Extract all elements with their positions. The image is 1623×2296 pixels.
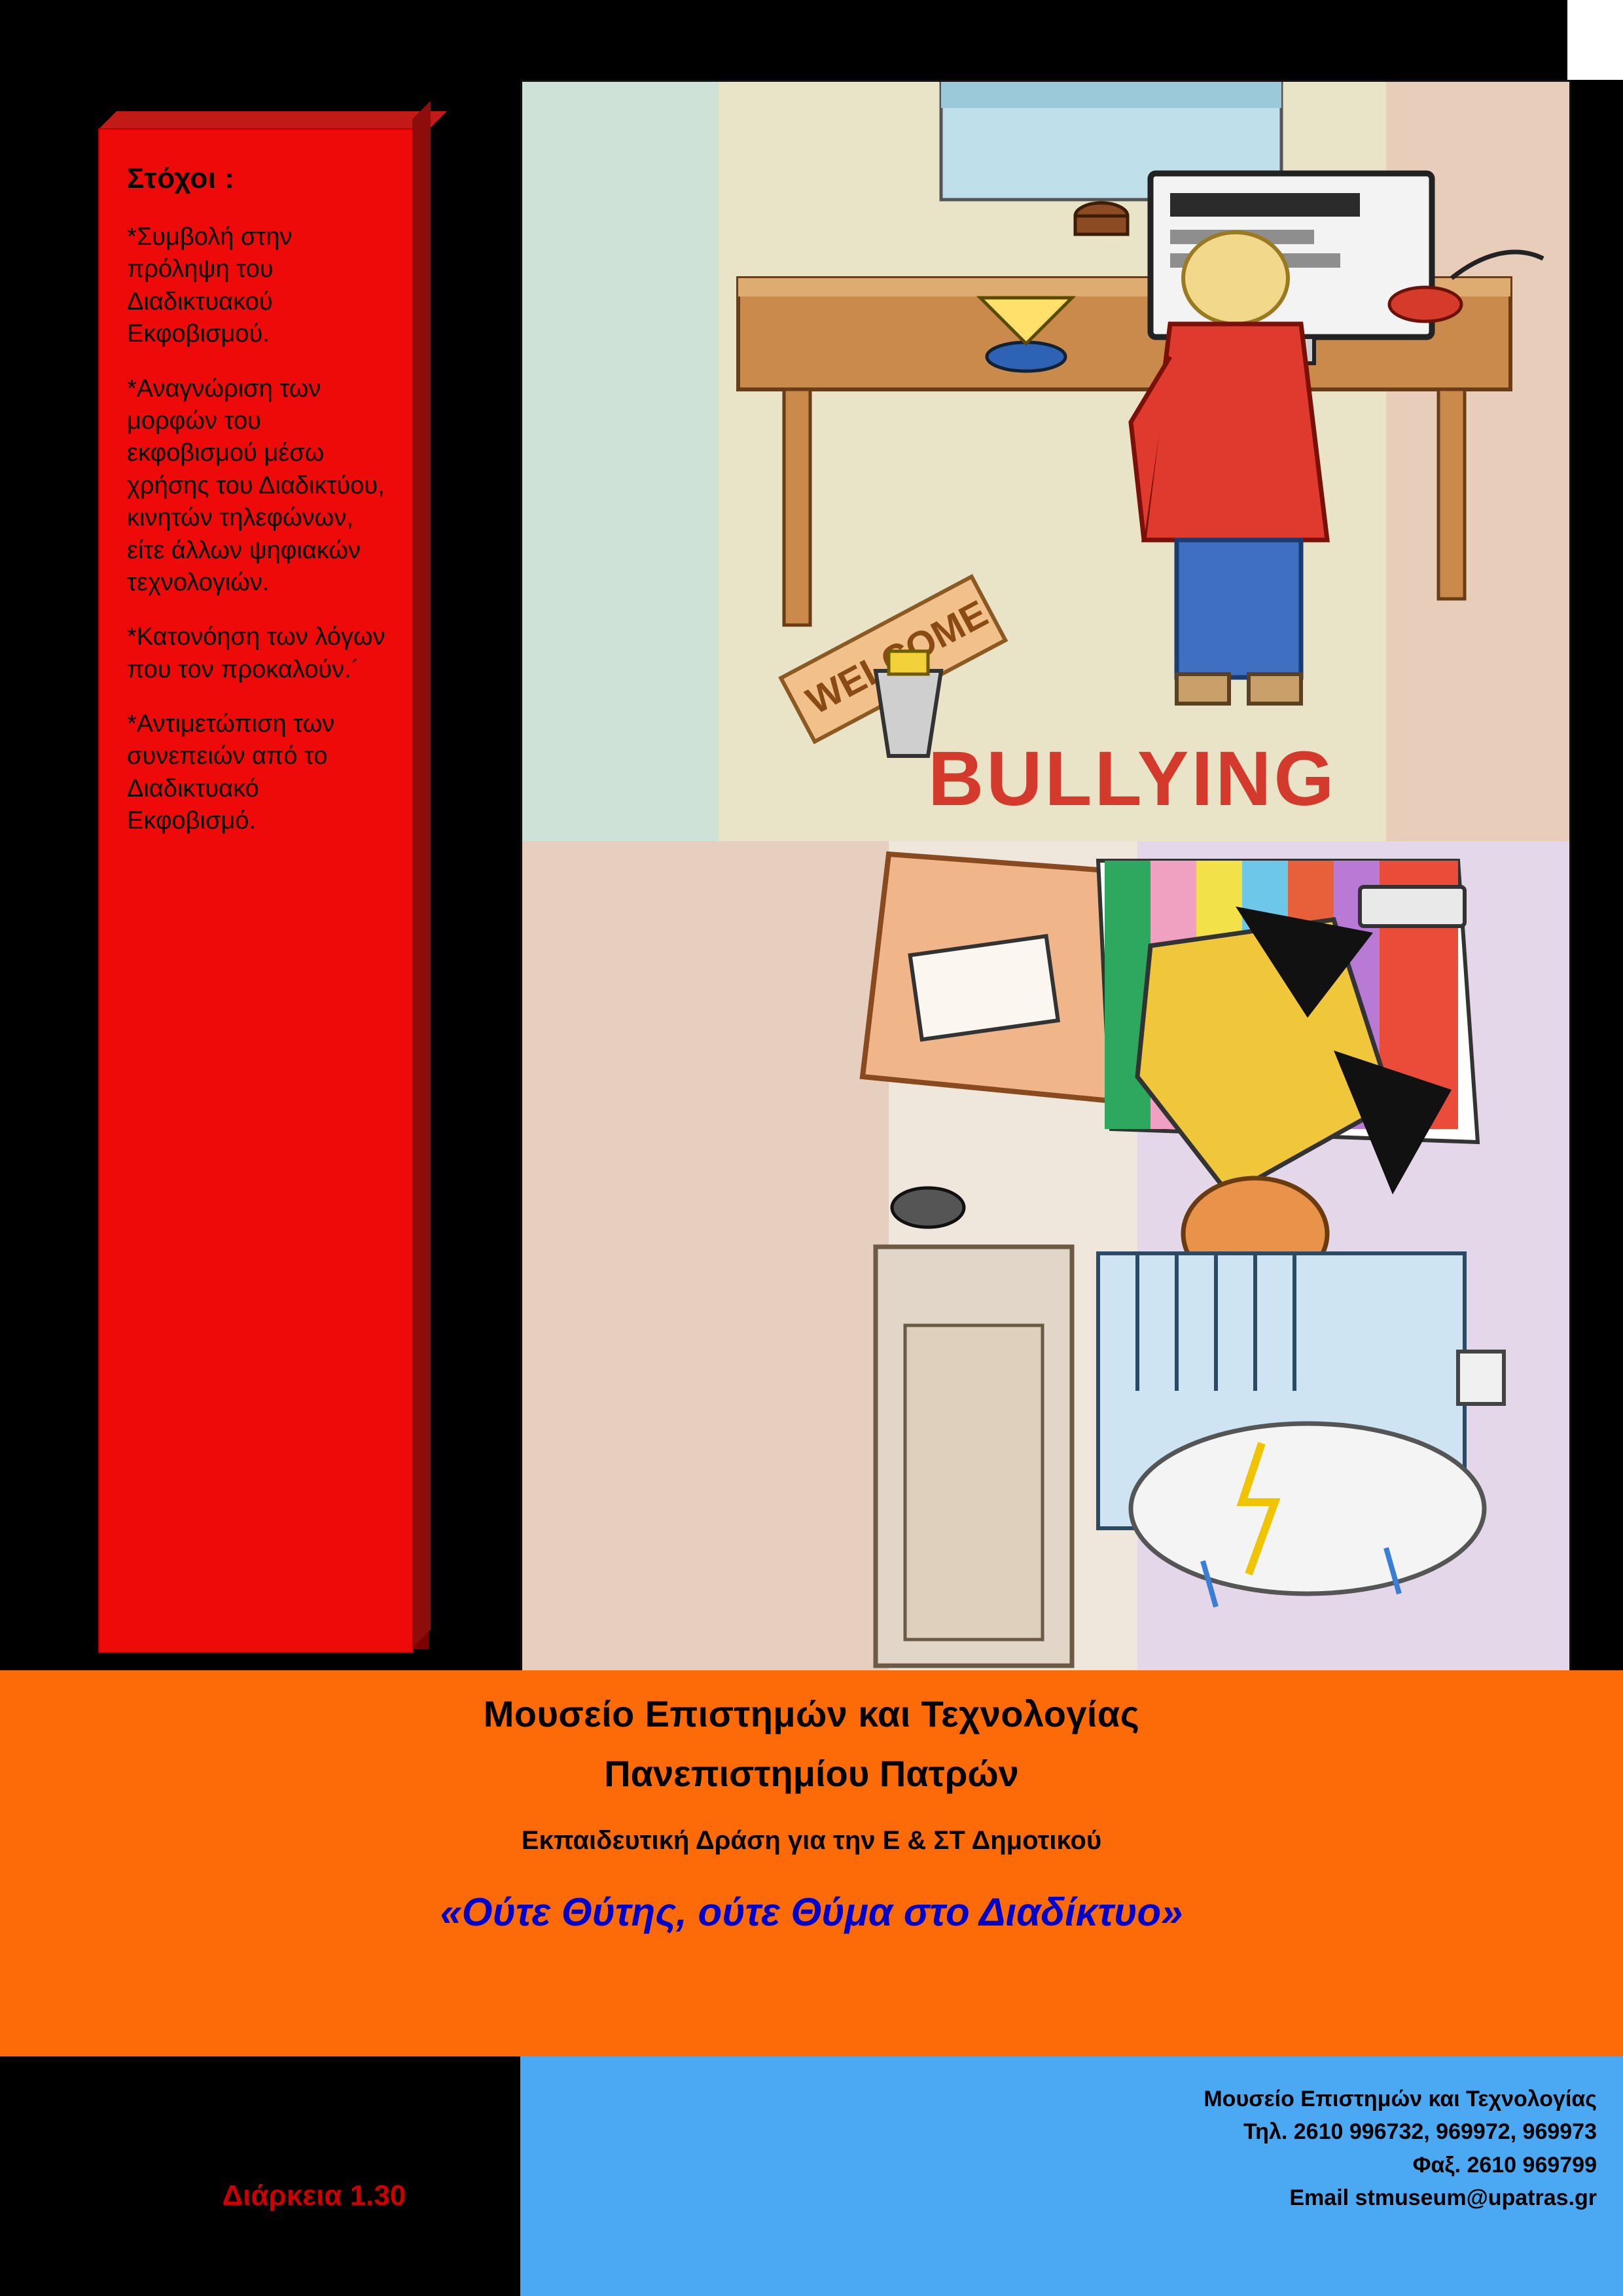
contact-line: Φαξ. 2610 969799 — [1412, 2152, 1597, 2178]
goals-item: *Κατονόηση των λόγων που τον προκαλούν.´ — [127, 623, 385, 683]
goals-title: Στόχοι : — [127, 162, 235, 194]
contact-line: Μουσείο Επιστημών και Τεχνολογίας — [1204, 2087, 1597, 2111]
contact-block — [550, 2083, 1597, 2214]
contact-line: Email stmuseum@upatras.gr — [1289, 2185, 1597, 2210]
artwork-drawing — [522, 82, 1569, 1672]
goals-box-side-bevel — [412, 101, 431, 1648]
orange-banner — [0, 1670, 1623, 2056]
goals-item: *Συμβολή στην πρόληψη του Διαδικτυακού Εκφοβισμού. — [127, 223, 293, 348]
goals-item: *Αναγνώριση των μορφών του εκφοβισμού μέσω χρήσης του Διαδικτύου, κινητών τηλεφώνων, είτε άλλων ψηφιακών τεχνολογιών. — [127, 374, 385, 596]
duration-label: Διάρκεια 1.30 — [222, 2179, 406, 2212]
svg-text:BULLYING: BULLYING — [928, 736, 1337, 822]
museum-name-line2: Πανεπιστημίου Πατρών — [604, 1753, 1019, 1794]
goals-box-top-bevel — [98, 111, 447, 130]
top-right-white-strip — [1567, 0, 1623, 80]
museum-name-line1: Μουσείο Επιστημών και Τεχνολογίας — [483, 1693, 1140, 1734]
program-title: «Ούτε Θύτης, ούτε Θύμα στο Διαδίκτυο» — [440, 1890, 1183, 1934]
goals-item: *Αντιμετώπιση των συνεπειών από το Διαδικτυακό Εκφοβισμό. — [127, 710, 335, 835]
goals-box — [98, 128, 414, 1653]
program-subtitle: Εκπαιδευτική Δράση για την Ε & ΣΤ Δημοτικού — [521, 1826, 1102, 1855]
contact-line: Τηλ. 2610 996732, 969972, 969973 — [1243, 2119, 1597, 2145]
artwork-image — [520, 80, 1571, 1674]
